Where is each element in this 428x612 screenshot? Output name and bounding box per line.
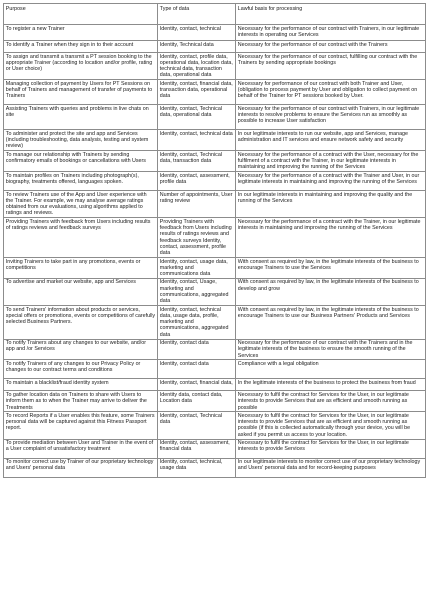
table-header-row [4, 4, 426, 25]
lawful-basis-cell: In our legitimate interests to monitor correct use of our proprietary technology and Users' personal data and for record-keeping purposes [236, 458, 426, 477]
lawful-basis-cell: Necessary to fulfil the contract for Services for the User, in our legitimate interests to provide Services that are as efficient and smooth running as possible [236, 391, 426, 412]
lawful-basis-cell: Necessary for the performance of our contract with the Trainers and in the legitimate interests of the business to ensure the smooth running of the Services [236, 339, 426, 360]
table-row [4, 458, 426, 477]
table-row [4, 278, 426, 305]
lawful-basis-cell: Necessary for the performance of a contract with the Trainer and User, in our legitimate interests in maintaining and improving the running of the Services [236, 172, 426, 191]
purpose-cell: To assign and transmit a transmit a PT session booking to the appropriate Trainer (according to location and/or profile, rating or User choice) [4, 53, 158, 80]
lawful-basis-cell: In our legitimate interests to run our website, app and Services, manage administration and IT services and ensure network safety and security [236, 130, 426, 151]
purpose-cell: Providing Trainers with feedback from Users including results of ratings reviews and feedback surveys [4, 218, 158, 258]
type-of-data-cell: Providing Trainers with feedback from Users including results of ratings reviews and feedback surveys Identity, contact, assessment, profile data [158, 218, 236, 258]
lawful-basis-cell: With consent as required by law, in the legitimate interests of the business to encourage Trainers to use our Business Partners' Products and Services [236, 306, 426, 339]
type-of-data-cell: Identity, contact, usage data, marketing and communications data [158, 257, 236, 278]
table-row [4, 151, 426, 172]
table-row [4, 306, 426, 339]
type-of-data-cell: Identity, Technical data [158, 41, 236, 53]
table-row [4, 379, 426, 391]
type-of-data-cell: Identity, contact, technical [158, 25, 236, 41]
type-of-data-cell: Identity, contact, Technical data [158, 412, 236, 439]
type-of-data-cell: Identity, contact, financial data, [158, 379, 236, 391]
table-row [4, 53, 426, 80]
purpose-cell: Inviting Trainers to take part in any promotions, events or competitions [4, 257, 158, 278]
lawful-basis-cell: Necessary for the performance of a contract with the User, necessary for the fulfilment of a contract with the Trainer, in our legitimate interests in maintaining and improving the running of the Services [236, 151, 426, 172]
purpose-cell: To record Reports if a User enables this feature, some Trainers personal data will be captured against this Fitness Passport report. [4, 412, 158, 439]
type-of-data-cell: Identity, contact, Technical data, operational data [158, 105, 236, 130]
type-of-data-cell: Identity data, contact data, Location data [158, 391, 236, 412]
purpose-cell: To maintain profiles on Trainers including photograph(s), biography, treatments offered, languages spoken. [4, 172, 158, 191]
lawful-basis-cell: Necessary to fulfil the contract for Services for the User, in our legitimate interests to provide Services that are as efficient and smooth running as possible (if this is collected automatically through your device, you will be asked if you permit us access to your location. [236, 412, 426, 439]
table-row [4, 439, 426, 458]
table-row [4, 41, 426, 53]
table-row [4, 412, 426, 439]
lawful-basis-cell: Necessary for the performance of our contract, fulfilling our contract with the Trainers by sending appropriate bookings [236, 53, 426, 80]
type-of-data-cell: Identity, contact, technical data, usage data, profile, marketing and communications, aggregated data [158, 306, 236, 339]
type-of-data-cell: Identity, contact data [158, 339, 236, 360]
purpose-cell: To provide mediation between User and Trainer in the event of a User complaint of unsatisfactory treatment [4, 439, 158, 458]
purpose-cell: To gather location data on Trainers to share with Users to inform them as to when the Trainer may arrive to deliver the Treatments [4, 391, 158, 412]
table-row [4, 360, 426, 379]
column-header-purpose: Purpose [4, 4, 158, 25]
table-row [4, 130, 426, 151]
type-of-data-cell: Identity, contact, technical, usage data [158, 458, 236, 477]
table-row [4, 172, 426, 191]
purpose-cell: To notify Trainers about any changes to our website, and/or app and /or Services [4, 339, 158, 360]
lawful-basis-cell: With consent as required by law, in the legitimate interests of the business to develop and grow [236, 278, 426, 305]
table-row [4, 191, 426, 218]
purpose-cell: To review Trainers use of the App and User experience with the Trainer. For example, we may analyse average ratings obtained from our evaluations, using algorithms applied to ratings and reviews. [4, 191, 158, 218]
purpose-cell: To administer and protect the site and app and Services (including troubleshooting, data analysis, testing and system review) [4, 130, 158, 151]
lawful-basis-cell: Necessary to fulfil the contract for Services for the User, in our legitimate interests to provide Services [236, 439, 426, 458]
lawful-basis-cell: With consent as required by law, in the legitimate interests of the business to encourage Trainers to use the Services [236, 257, 426, 278]
lawful-basis-cell: Necessary for the performance of our contract with Trainers, in our legitimate interests to resolve problems to ensure the Services run as smoothly as possible to increase User satisfaction [236, 105, 426, 130]
lawful-basis-cell: In the legitimate interests of the business to protect the business from fraud [236, 379, 426, 391]
type-of-data-cell: Identity, contact, profile data, operational data, location data, technical data, transaction data, operational data [158, 53, 236, 80]
type-of-data-cell: Identity, contact, assessment, financial data [158, 439, 236, 458]
table-row [4, 25, 426, 41]
table-row [4, 80, 426, 105]
purpose-cell: To manage our relationship with Trainers by sending confirmatory emails of bookings or cancellations with Users [4, 151, 158, 172]
lawful-basis-cell: Necessary for the performance of a contract with the Trainer, in our legitimate interests in maintaining and improving the running of the Services [236, 218, 426, 258]
table-row [4, 257, 426, 278]
lawful-basis-cell: Necessary for the performance of our contract with Trainers, in our legitimate interests in operating our Services [236, 25, 426, 41]
data-processing-table [3, 3, 426, 478]
table-row [4, 218, 426, 258]
type-of-data-cell: Identity, contact, financial data, transaction data, operational data [158, 80, 236, 105]
purpose-cell: To notify Trainers of any changes to our Privacy Policy or changes to our contract terms and conditions [4, 360, 158, 379]
table-row [4, 391, 426, 412]
purpose-cell: To advertise and market our website, app and Services [4, 278, 158, 305]
lawful-basis-cell: Compliance with a legal obligation [236, 360, 426, 379]
table-row [4, 105, 426, 130]
type-of-data-cell: Identity, contact data [158, 360, 236, 379]
type-of-data-cell: Identity, contact, Technical data, transaction data [158, 151, 236, 172]
purpose-cell: To maintain a blacklist/fraud identity system [4, 379, 158, 391]
column-header-lawful-basis: Lawful basis for processing [236, 4, 426, 25]
purpose-cell: To send Trainers' information about products or services, special offers or promotions, events or competitions of carefully selected Business Partners. [4, 306, 158, 339]
table-row [4, 339, 426, 360]
lawful-basis-cell: Necessary for the performance of our contract with the Trainers [236, 41, 426, 53]
lawful-basis-cell: In our legitimate interests in maintaining and improving the quality and the running of the Services [236, 191, 426, 218]
type-of-data-cell: Identity, contact, technical data [158, 130, 236, 151]
type-of-data-cell: Identity, contact, assessment, profile data [158, 172, 236, 191]
type-of-data-cell: Identity, contact, Usage, marketing and communications, aggregated data [158, 278, 236, 305]
purpose-cell: To identify a Trainer when they sign in to their account [4, 41, 158, 53]
purpose-cell: To register a new Trainer [4, 25, 158, 41]
purpose-cell: To monitor correct use by Trainer of our proprietary technology and Users' personal data [4, 458, 158, 477]
purpose-cell: Managing collection of payment by Users for PT Sessions on behalf of Trainers and management of transfer of payments to Trainers [4, 80, 158, 105]
purpose-cell: Assisting Trainers with queries and problems in live chats on site [4, 105, 158, 130]
type-of-data-cell: Number of appointments, User rating review [158, 191, 236, 218]
privacy-data-processing-document [3, 3, 425, 478]
lawful-basis-cell: Necessary for performance of our contract with both Trainer and User, (obligation to process payment by User and obligation to collect payment on behalf of the Trainer for PT sessions booked by User. [236, 80, 426, 105]
column-header-type-of-data: Type of data [158, 4, 236, 25]
